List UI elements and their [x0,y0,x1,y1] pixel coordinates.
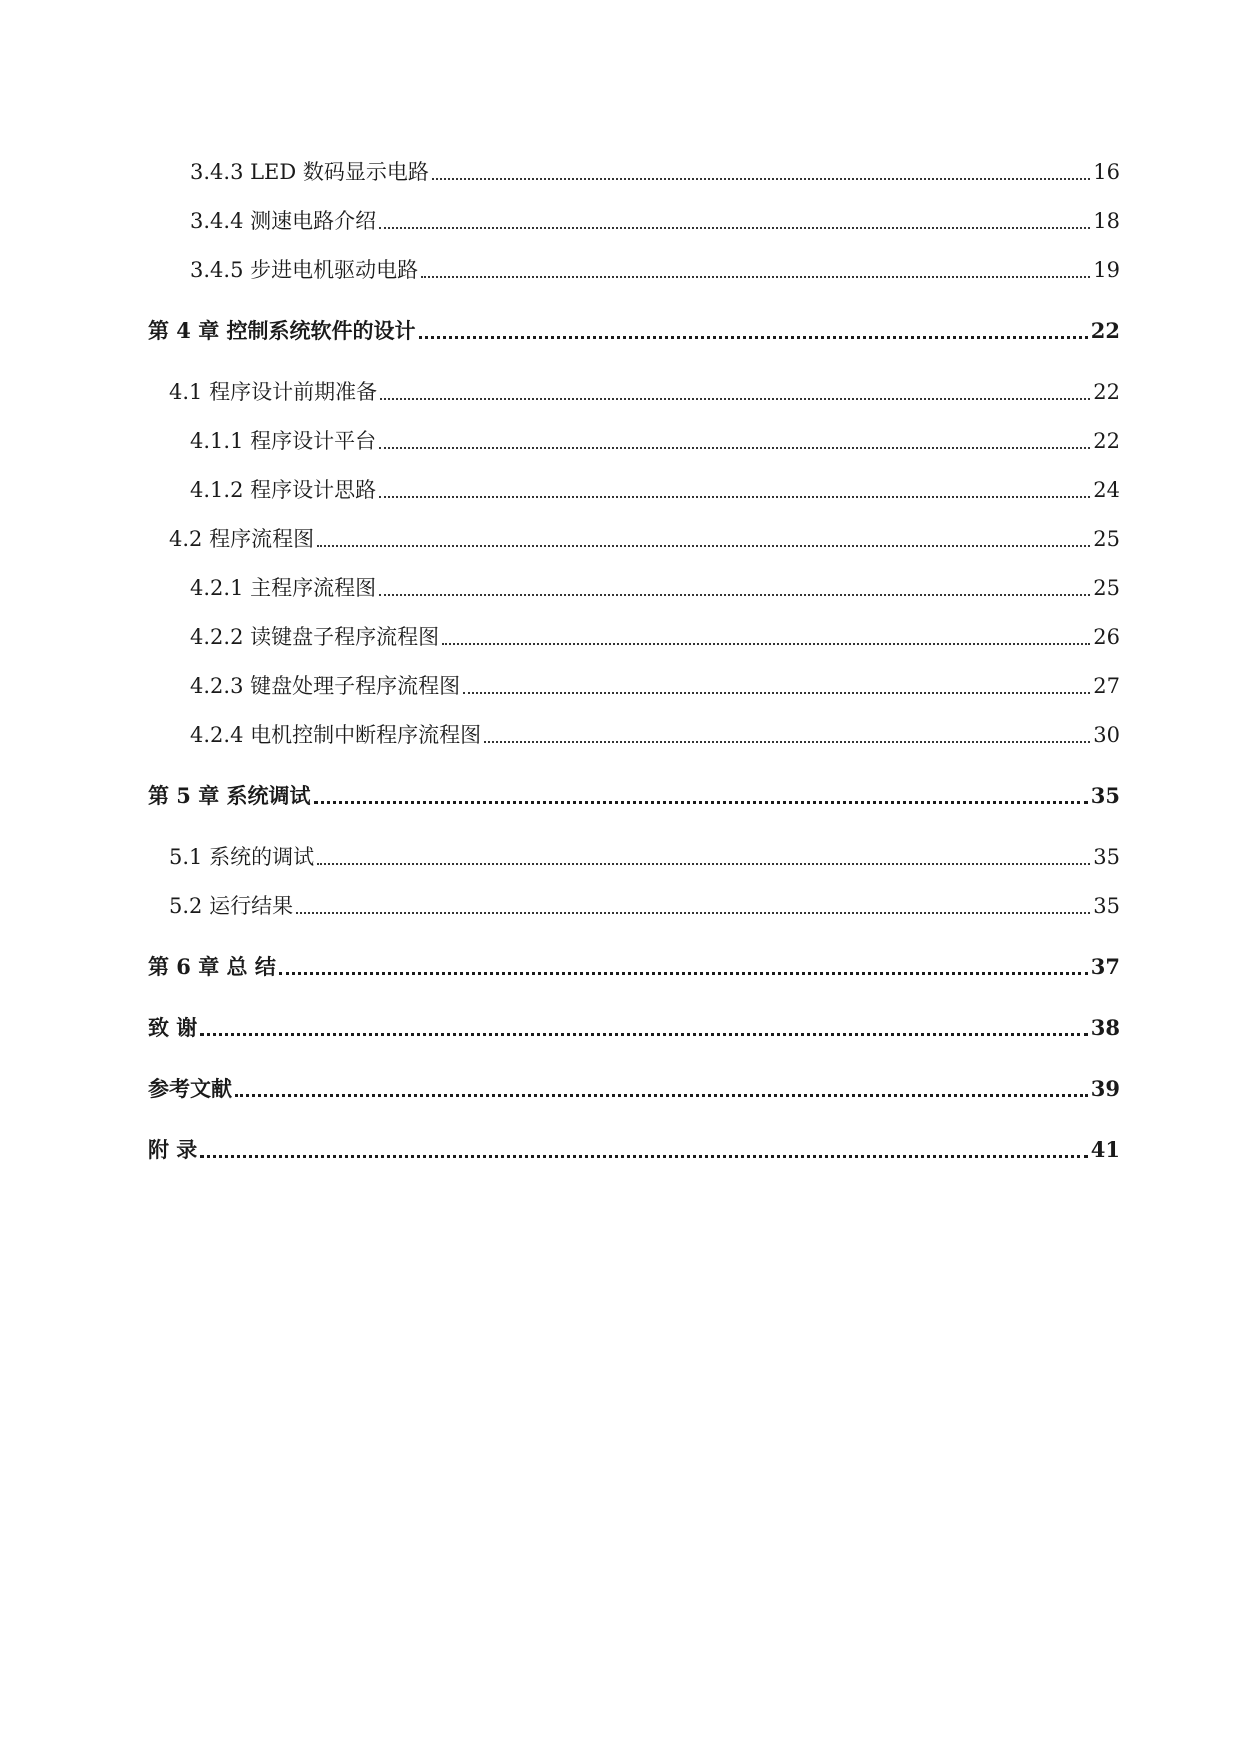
toc-entry-title: 4.2.4 电机控制中断程序流程图 [190,723,482,747]
toc-page-number: 24 [1093,478,1120,502]
toc-entry-title: 3.4.3 LED 数码显示电路 [190,160,429,184]
toc-entry-title: 第 6 章 总 结 [148,954,276,979]
toc-leader-dots [432,155,1090,189]
toc-entry-4-1-2[interactable] [148,473,1120,507]
toc-entry-4-2[interactable] [148,522,1120,556]
toc-page-number: 22 [1093,429,1120,453]
toc-entry-4-1-1[interactable] [148,424,1120,458]
toc-entry-references[interactable] [148,1072,1120,1106]
toc-entry-4-2-1[interactable] [148,571,1120,605]
toc-page-number: 18 [1093,209,1120,233]
toc-entry-chapter-4[interactable] [148,314,1120,348]
toc-entry-title: 参考文献 [148,1076,232,1101]
toc-entry-title: 5.2 运行结果 [169,894,294,918]
toc-entry-3-4-3[interactable] [148,155,1120,189]
toc-page-number: 39 [1090,1076,1120,1101]
toc-entry-title: 第 5 章 系统调试 [148,783,311,808]
toc-entry-title: 4.2 程序流程图 [169,527,315,551]
toc-entry-title: 附 录 [148,1137,198,1162]
toc-leader-dots [200,1011,1087,1045]
toc-entry-3-4-4[interactable] [148,204,1120,238]
toc-entry-title: 4.1.1 程序设计平台 [190,429,377,453]
toc-page-number: 35 [1093,845,1120,869]
toc-entry-acknowledgements[interactable] [148,1011,1120,1045]
toc-entry-3-4-5[interactable] [148,253,1120,287]
toc-leader-dots [317,840,1090,874]
toc-entry-4-1[interactable] [148,375,1120,409]
toc-entry-title: 致 谢 [148,1015,198,1040]
toc-entry-title: 4.2.1 主程序流程图 [190,576,377,600]
toc-entry-title: 4.2.3 键盘处理子程序流程图 [190,674,461,698]
toc-entry-title: 3.4.5 步进电机驱动电路 [190,258,419,282]
toc-entry-chapter-5[interactable] [148,779,1120,813]
toc-entry-chapter-6[interactable] [148,950,1120,984]
toc-leader-dots [380,375,1090,409]
toc-entry-5-1[interactable] [148,840,1120,874]
toc-page-number: 25 [1093,576,1120,600]
toc-leader-dots [317,522,1090,556]
toc-page-number: 41 [1090,1137,1120,1162]
toc-leader-dots [484,718,1090,752]
toc-page-number: 22 [1093,380,1120,404]
toc-entry-title: 4.1.2 程序设计思路 [190,478,377,502]
toc-leader-dots [421,253,1090,287]
toc-page-number: 25 [1093,527,1120,551]
toc-leader-dots [419,314,1088,348]
toc-entry-title: 5.1 系统的调试 [169,845,315,869]
toc-entry-4-2-4[interactable] [148,718,1120,752]
toc-leader-dots [463,669,1090,703]
toc-page-number: 35 [1093,894,1120,918]
toc-entry-title: 4.2.2 读键盘子程序流程图 [190,625,440,649]
toc-page-number: 38 [1090,1015,1120,1040]
toc-page-number: 30 [1093,723,1120,747]
toc-leader-dots [379,204,1090,238]
toc-leader-dots [379,571,1090,605]
toc-page-number: 26 [1093,625,1120,649]
toc-entry-title: 4.1 程序设计前期准备 [169,380,378,404]
toc-entry-4-2-3[interactable] [148,669,1120,703]
toc-page-number: 16 [1093,160,1120,184]
toc-leader-dots [379,473,1090,507]
toc-leader-dots [279,950,1088,984]
toc-page-number: 37 [1090,954,1120,979]
toc-leader-dots [442,620,1090,654]
toc-page-number: 22 [1090,318,1120,343]
toc-entry-title: 3.4.4 测速电路介绍 [190,209,377,233]
toc-entry-title: 第 4 章 控制系统软件的设计 [148,318,416,343]
toc-leader-dots [314,779,1088,813]
toc-page-number: 19 [1093,258,1120,282]
toc-entry-appendix[interactable] [148,1133,1120,1167]
toc-leader-dots [235,1072,1088,1106]
toc-leader-dots [200,1133,1087,1167]
toc-leader-dots [296,889,1090,923]
toc-leader-dots [379,424,1090,458]
toc-entry-5-2[interactable] [148,889,1120,923]
toc-page-number: 27 [1093,674,1120,698]
toc-page-number: 35 [1090,783,1120,808]
toc-entry-4-2-2[interactable] [148,620,1120,654]
